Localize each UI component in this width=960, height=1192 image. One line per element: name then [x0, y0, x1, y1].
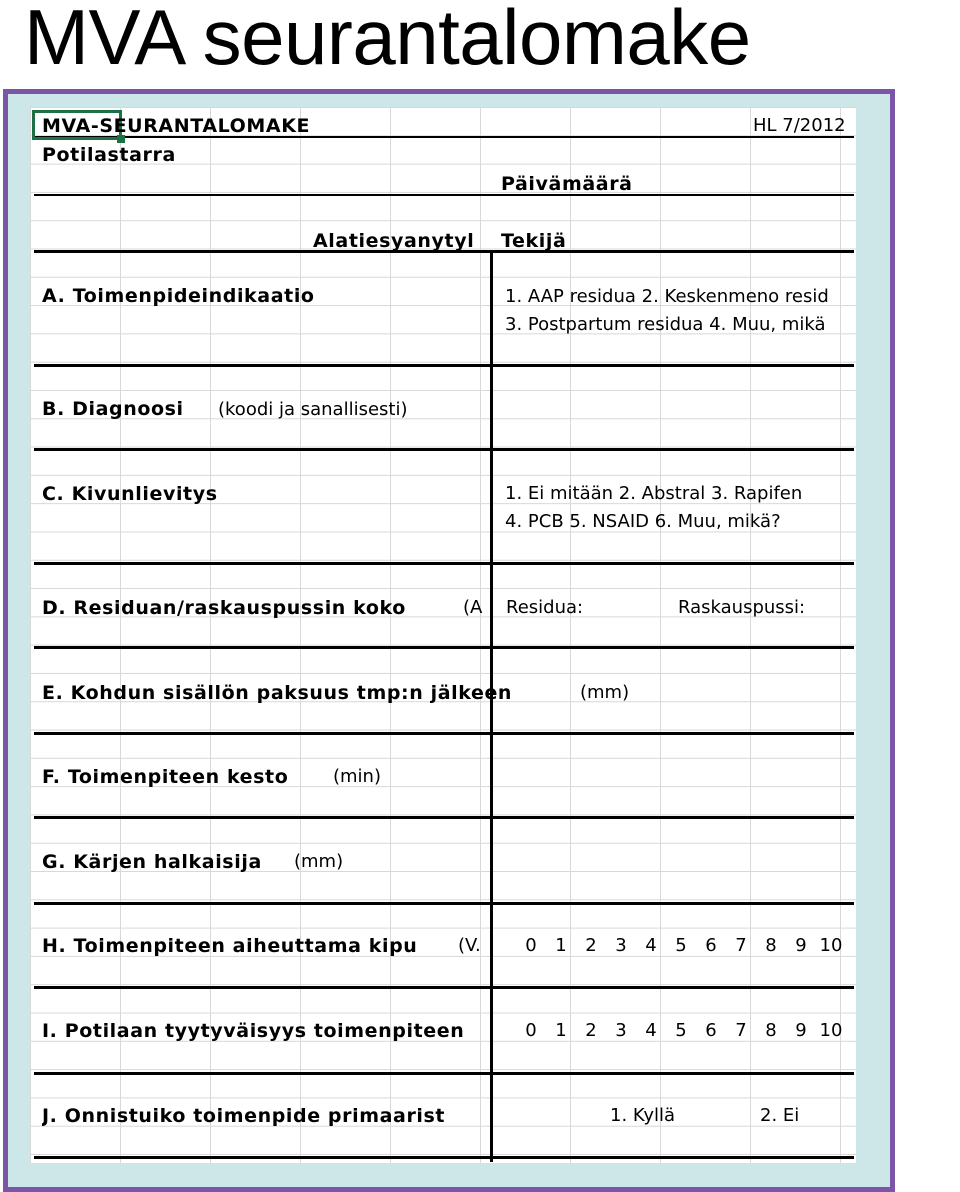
- satisfaction-scale-4[interactable]: 4: [645, 1020, 657, 1041]
- option-yes[interactable]: 1. Kyllä: [610, 1105, 676, 1126]
- pain-scale-4[interactable]: 4: [645, 935, 657, 956]
- satisfaction-scale-1[interactable]: 1: [555, 1020, 567, 1041]
- section-i-label: I. Potilaan tyytyväisyys toimenpiteen: [42, 1020, 465, 1042]
- pain-scale-0[interactable]: 0: [525, 935, 537, 956]
- pain-scale-3[interactable]: 3: [615, 935, 627, 956]
- raskauspussi-label: Raskauspussi:: [678, 597, 806, 618]
- satisfaction-scale-6[interactable]: 6: [705, 1020, 717, 1041]
- section-c-label: C. Kivunlievitys: [42, 483, 218, 505]
- section-e-sub: (mm): [580, 682, 630, 703]
- pain-scale: [516, 934, 846, 958]
- section-a-options-2: 3. Postpartum residua 4. Muu, mikä: [505, 314, 826, 335]
- option-no[interactable]: 2. Ei: [760, 1105, 800, 1126]
- rule-g: [34, 902, 854, 905]
- pain-scale-1[interactable]: 1: [555, 935, 567, 956]
- satisfaction-scale-10[interactable]: 10: [819, 1020, 843, 1041]
- pain-scale-10[interactable]: 10: [819, 935, 843, 956]
- date-label: Päivämäärä: [501, 173, 633, 195]
- rule-i: [34, 1072, 854, 1075]
- satisfaction-scale-3[interactable]: 3: [615, 1020, 627, 1041]
- rule-e: [34, 732, 854, 735]
- section-g-sub: (mm): [294, 851, 344, 872]
- rule-a: [34, 364, 854, 367]
- section-d-sub: (A: [463, 597, 483, 618]
- satisfaction-scale-9[interactable]: 9: [795, 1020, 807, 1041]
- rule-j: [34, 1156, 854, 1159]
- section-h-sub: (V.: [458, 935, 481, 956]
- pain-scale-2[interactable]: 2: [585, 935, 597, 956]
- form-title: MVA-SEURANTALOMAKE: [42, 115, 311, 137]
- pain-scale-5[interactable]: 5: [675, 935, 687, 956]
- section-e-label: E. Kohdun sisällön paksuus tmp:n jälkeen: [42, 682, 513, 704]
- section-f-label: F. Toimenpiteen kesto: [42, 766, 289, 788]
- pain-scale-7[interactable]: 7: [735, 935, 747, 956]
- pain-scale-8[interactable]: 8: [765, 935, 777, 956]
- satisfaction-scale-8[interactable]: 8: [765, 1020, 777, 1041]
- slide-title: MVA seurantalomake: [24, 0, 751, 81]
- satisfaction-scale: [516, 1019, 846, 1043]
- satisfaction-scale-0[interactable]: 0: [525, 1020, 537, 1041]
- satisfaction-scale-2[interactable]: 2: [585, 1020, 597, 1041]
- satisfaction-scale-7[interactable]: 7: [735, 1020, 747, 1041]
- spreadsheet-grid: [30, 107, 856, 1163]
- section-c-options-2: 4. PCB 5. NSAID 6. Muu, mikä?: [505, 511, 781, 532]
- section-j-label: J. Onnistuiko toimenpide primaarist: [42, 1105, 446, 1127]
- section-g-label: G. Kärjen halkaisija: [42, 851, 262, 873]
- section-a-label: A. Toimenpideindikaatio: [42, 285, 315, 307]
- section-h-label: H. Toimenpiteen aiheuttama kipu: [42, 935, 418, 957]
- rule-b: [34, 448, 854, 451]
- section-b-sub: (koodi ja sanallisesti): [218, 399, 408, 420]
- performer-label: Tekijä: [501, 230, 567, 252]
- rule-c: [34, 562, 854, 565]
- anesthesia-label: Alatiesyanytyl: [313, 230, 475, 252]
- rule-d: [34, 646, 854, 649]
- section-f-sub: (min): [333, 766, 381, 787]
- section-d-label: D. Residuan/raskauspussin koko: [42, 597, 406, 619]
- satisfaction-scale-5[interactable]: 5: [675, 1020, 687, 1041]
- pain-scale-9[interactable]: 9: [795, 935, 807, 956]
- section-b-label: B. Diagnoosi: [42, 398, 184, 420]
- form-version: HL 7/2012: [753, 115, 846, 136]
- section-a-options-1: 1. AAP residua 2. Keskenmeno resid: [505, 286, 829, 307]
- rule-f: [34, 816, 854, 819]
- rule-date: [34, 194, 854, 196]
- section-c-options-1: 1. Ei mitään 2. Abstral 3. Rapifen: [505, 483, 803, 504]
- pain-scale-6[interactable]: 6: [705, 935, 717, 956]
- patient-label: Potilastarra: [42, 144, 176, 166]
- rule-h: [34, 986, 854, 989]
- residua-label: Residua:: [506, 597, 584, 618]
